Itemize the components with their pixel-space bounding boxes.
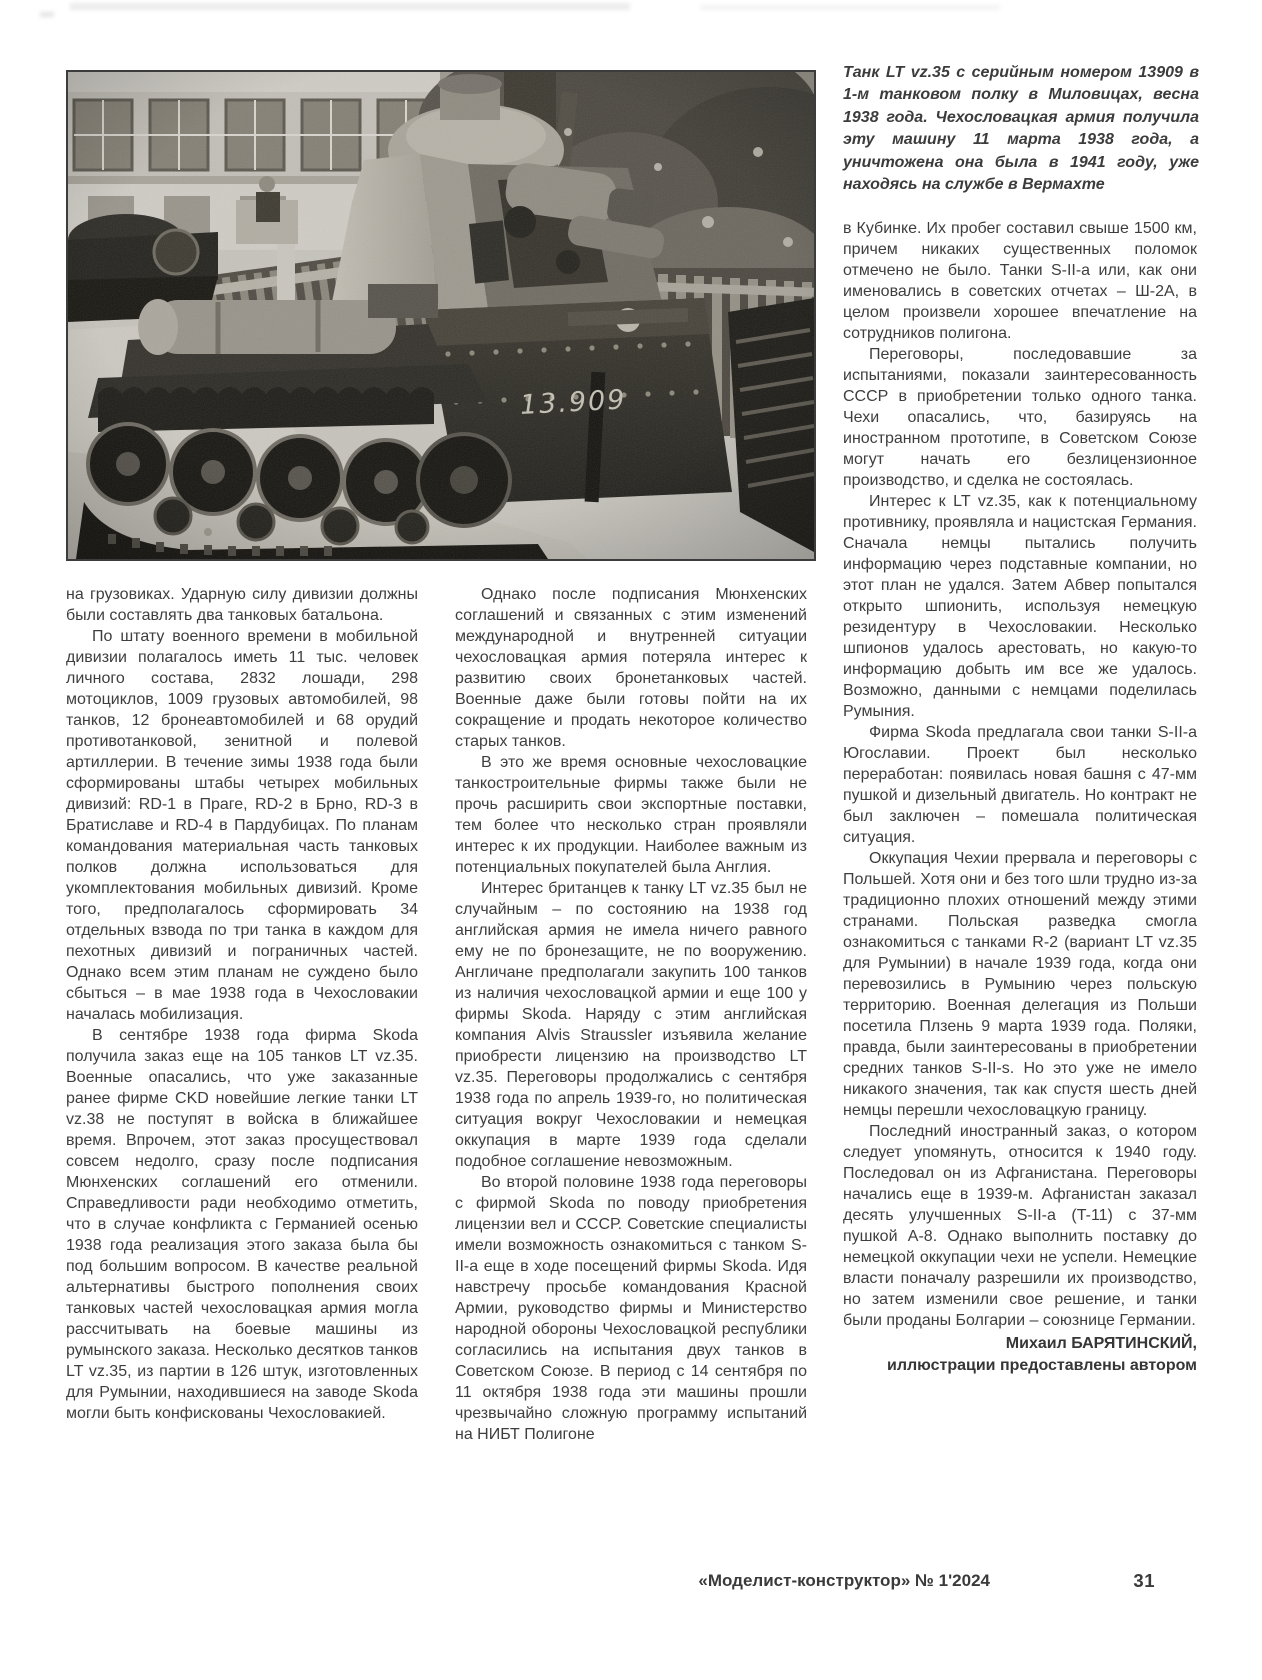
paragraph: Оккупация Чехии прервала и переговоры с Польшей. Хотя они и без того шли трудно из-за традиционно плохих отношений между этими странами. Польская разведка смогла ознакомиться с танками R-2 (вариант LT vz.35 для Румынии) в начале 1939 года, когда они перевозились в Румынию через польскую территорию. Военная делегация из Польши посетила Плзень 9 марта 1939 года. Поляки, правда, были заинтересованы в приобретении средних танков S-II-s. Но это уже не имело никакого значения, так как спустя шесть дней немцы перешли чехословацкую границу. xyxy=(843,850,1197,1119)
column-middle xyxy=(455,584,807,1445)
byline-author: Михаил БАРЯТИНСКИЙ, xyxy=(1005,1335,1197,1352)
column-right xyxy=(843,218,1197,1377)
paragraph: В сентябре 1938 года фирма Skoda получила заказ еще на 105 танков LT vz.35. Военные опасались, что уже заказанные ранее фирме CKD новейшие легкие танки LT vz.38 не поступят в войска в ближайшее время. Впрочем, этот заказ просуществовал совсем недолго, сразу после подписания Мюнхенских соглашений его отменили. Справедливости ради необходимо отметить, что в случае конфликта с Германией осенью 1938 года реализация этого заказа была бы под большим вопросом. В качестве реальной альтернативы быстрого пополнения своих танковых частей чехословацкая армия могла рассчитывать на боевые машины из румынского заказа. Несколько десятков танков LT vz.35, из партии в 126 штук, изготовленных для Румынии, находившиеся на заводе Skoda могли быть конфискованы Чехословакией. xyxy=(66,1027,418,1422)
scan-artifact xyxy=(40,12,54,17)
paragraph: По штату военного времени в мобильной дивизии полагалось иметь 11 тыс. человек личного состава, 2832 лошади, 298 мотоциклов, 1009 грузовых автомобилей, 98 танков, 12 бронеавтомобилей и 68 орудий противотанковой, зенитной и полевой артиллерии. В течение зимы 1938 года были сформированы штабы четырех мобильных дивизий: RD-1 в Праге, RD-2 в Брно, RD-3 в Братиславе и RD-4 в Пардубицах. По планам командования материальная часть танковых полков должна использоваться для укомплектования мобильных дивизий. Кроме того, предполагалось сформировать 34 отдельных взвода по три танка в каждом для пехотных дивизий и пограничных частей. Однако всем этим планам не суждено было сбыться – в мае 1938 года в Чехословакии началась мобилизация. xyxy=(66,628,418,1023)
paragraph: Интерес к LT vz.35, как к потенциальному противнику, проявляла и нацистская Германия. Сначала немцы пытались получить информацию через подставные компании, но этот план не удался. Затем Абвер попытался открыто шпионить, используя немецкую резидентуру в Чехословакии. Несколько шпионов удалось арестовать, но какую-то информацию добыть им все же удалось. Возможно, данными с немцами поделилась Румыния. xyxy=(843,493,1197,720)
page-number: 31 xyxy=(1133,1570,1155,1591)
paragraph: Последний иностранный заказ, о котором следует упомянуть, относится к 1940 году. Последовал он из Афганистана. Переговоры начались еще в 1939-м. Афганистан заказал десять улучшенных S-II-a (T-11) с 37-мм пушкой A-8. Однако выполнить поставку до немецкой оккупации чехи не успели. Немецкие власти поначалу разрешили их производство, но затем изменили свое решение, и танки были проданы Болгарии – союзнице Германии. xyxy=(843,1123,1197,1329)
byline-credit: иллюстрации предоставлены автором xyxy=(886,1357,1197,1374)
paragraph: Интерес британцев к танку LT vz.35 был не случайным – по состоянию на 1938 год английская армия не имела ничего равного ему не по бронезащите, не по вооружению. Англичане предполагали закупить 100 танков из наличия чехословацкой армии и еще 100 у фирмы Skoda. Наряду с этим английская компания Alvis Straussler изъявила желание приобрести лицензию на производство LT vz.35. Переговоры продолжались с сентября 1938 года по апрель 1939-го, но политическая ситуация вокруг Чехословакии и немецкая оккупация в марте 1939 года сделали подобное соглашение невозможным. xyxy=(455,880,807,1170)
paragraph: Во второй половине 1938 года переговоры с фирмой Skoda по поводу приобретения лицензии вел и СССР. Советские специалисты имели возможность ознакомиться с танком S-II-a еще в ходе посещений фирмы Skoda. Идя навстречу просьбе командования Красной Армии, руководство фирмы и Министерство народной обороны Чехословацкой республики согласились на испытания двух танков в Советском Союзе. В период с 14 сентября по 11 октября 1938 года эти машины прошли чрезвычайно сложную программу испытаний на НИБТ Полигоне xyxy=(455,1174,807,1443)
scan-artifact xyxy=(700,5,1000,10)
tank-photo-illustration xyxy=(68,72,814,559)
column-left xyxy=(66,584,418,1424)
vignette xyxy=(68,72,814,559)
paragraph: Переговоры, последовавшие за испытаниями, показали заинтересованность СССР в приобретении только одного танка. Чехи опасались, что, базируясь на иностранном прототипе, в Советском Союзе могут начать его безлицензионное производство, и сделка не состоялась. xyxy=(843,346,1197,489)
page-footer xyxy=(66,1571,1197,1601)
paragraph: на грузовиках. Ударную силу дивизии должны были составлять два танковых батальона. xyxy=(66,586,418,624)
paragraph: В это же время основные чехословацкие танкостроительные фирмы также были не прочь расширить свои экспортные поставки, тем более что несколько стран проявляли интерес к их продукции. Наиболее важным из потенциальных покупателей была Англия. xyxy=(455,754,807,876)
paragraph: Однако после подписания Мюнхенских соглашений и связанных с этим изменений международной и внутренней ситуации чехословацкая армия потеряла интерес к развитию своих бронетанковых частей. Военные даже были готовы пойти на их сокращение и продать некоторое количество старых танков. xyxy=(455,586,807,750)
tank-photo xyxy=(66,70,816,561)
scan-artifact xyxy=(70,3,630,10)
photo-caption: Танк LT vz.35 с серийным номером 13909 в 1-м танковом полку в Миловицах, весна 1938 года. Чехословацкая армия получила эту машину 11 марта 1938 года, а уничтожена она была в 1941 году, уже находясь на службе в Вермахте xyxy=(843,64,1199,194)
paragraph: Фирма Skoda предлагала свои танки S-II-a Югославии. Проект был несколько переработан: появилась новая башня с 47-мм пушкой и дизельный двигатель. Но контракт не был заключен – помешала политическая ситуация. xyxy=(843,724,1197,846)
column-right-paragraphs xyxy=(843,218,1197,1331)
byline xyxy=(843,1333,1197,1377)
journal-title: «Моделист-конструктор» № 1'2024 xyxy=(698,1571,990,1590)
paragraph: в Кубинке. Их пробег составил свыше 1500 км, причем никаких существенных поломок отмечено не было. Танки S-II-a или, как они именовались в советских отчетах – Ш-2А, в целом произвели хорошее впечатление на сотрудников полигона. xyxy=(843,220,1197,342)
